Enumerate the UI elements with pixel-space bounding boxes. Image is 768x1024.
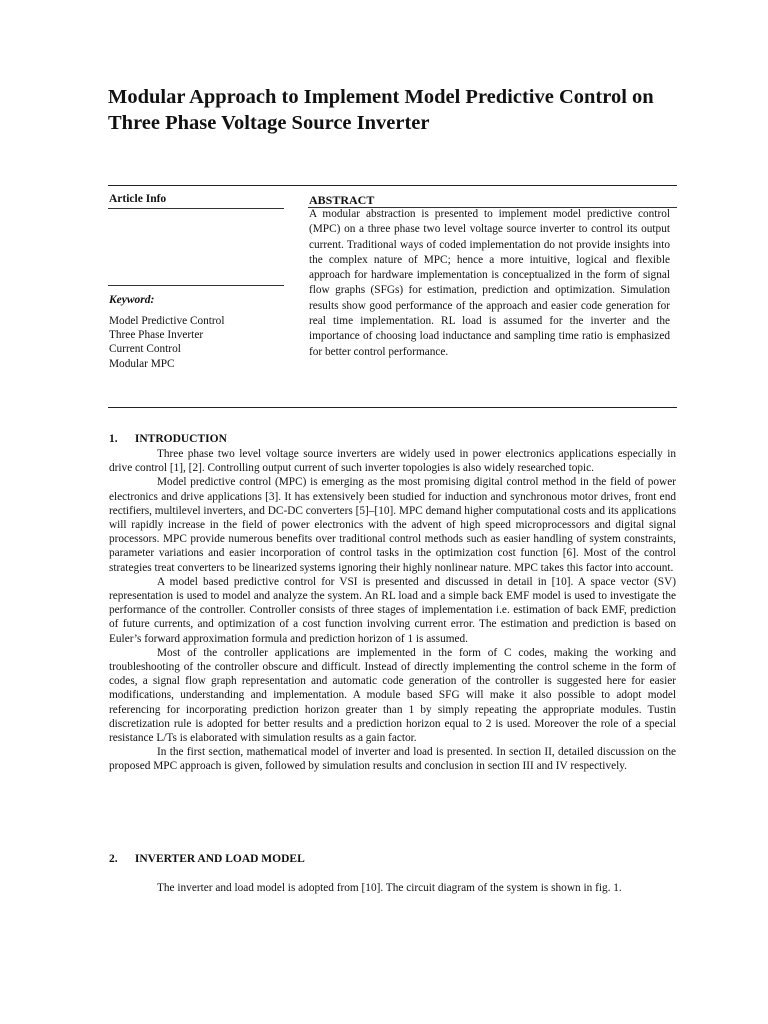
keyword-heading: Keyword: — [109, 294, 155, 306]
paper-title: Modular Approach to Implement Model Predictive Control on Three Phase Voltage Source Inverter — [108, 86, 654, 134]
bottom-rule — [108, 407, 677, 408]
abstract-heading: ABSTRACT — [309, 193, 375, 207]
section-heading-introduction: 1. INTRODUCTION — [109, 433, 227, 445]
article-info-heading: Article Info — [109, 193, 167, 205]
paragraph: Three phase two level voltage source inverters are widely used in power electronics applications especially in drive control [1], [2]. Controlling output current of such inverter topologies is also widely researched topic. — [109, 448, 676, 475]
top-rule — [108, 185, 677, 186]
article-info-rule — [108, 208, 284, 209]
introduction-body — [109, 447, 676, 774]
keyword-list — [109, 314, 224, 371]
section-heading-inverter-load-model: 2. INVERTER AND LOAD MODEL — [109, 853, 305, 865]
keyword-item: Three Phase Inverter — [109, 329, 204, 342]
paragraph: Model predictive control (MPC) is emerging as the most promising digital control method in the field of power electronics and drive applications [3]. It has extensively been studied for induction and synchronous motor drives, front end rectifiers, multilevel inverters, and DC-DC converters [5]–[10]. MPC demand higher computational costs and its applications will rapidly increase in the field of power electronics with the advent of high speed microprocessors and digital signal processors. MPC provide numerous benefits over traditional control methods such as easier handling of system constraints, parameter variations and easier incorporation of control tasks in the optimization cost function [6]. Most of the control strategies treat converters to be linearized systems ignoring their highly nonlinear nature. MPC takes this factor into account. — [109, 476, 676, 574]
abstract-text: A modular abstraction is presented to implement model predictive control (MPC) on a three phase two level voltage source inverter to control its output current. Traditional ways of coded implementation do not provide insights into the complex nature of MPC; hence a more intuitive, logical and flexible approach for hardware implementation is conceptualized in the form of signal flow graphs (SFGs) for estimation, prediction and optimization. Simulation results show good performance of the approach and easier code generation for real time implementation. RL load is assumed for the inverter and the importance of choosing load inductance and sampling time ratio is emphasized for better control performance. — [309, 208, 670, 358]
paragraph: A model based predictive control for VSI is presented and discussed in detail in [10]. A space vector (SV) representation is used to model and analyze the system. An RL load and a simple back EMF model is used to investigate the performance of the controller. Controller consists of three stages of implementation i.e. estimation of back EMF, prediction of future currents, and optimization of a cost function involving current error. The estimation and prediction is based on Euler’s forward approximation formula and prediction horizon of 1 is assumed. — [109, 575, 676, 645]
keyword-item: Current Control — [109, 343, 181, 356]
paragraph: The inverter and load model is adopted from [10]. The circuit diagram of the system is shown in fig. 1. — [157, 882, 622, 894]
keyword-item: Modular MPC — [109, 357, 175, 370]
keyword-item: Model Predictive Control — [109, 315, 225, 327]
paragraph: Most of the controller applications are implemented in the form of C codes, making the working and troubleshooting of the controller obscure and difficult. Instead of directly implementing the control scheme in the form of codes, a signal flow graph representation and automatic code generation of the controller is suggested here for easier modifications, understanding and implementation. A module based SFG will make it also possible to adopt model referencing for incorporating prediction horizon greater than 1 by simply repeating the appropriate modules. Tustin discretization rule is adopted for better results and a prediction horizon equal to 2 is used. Moreover the role of a special resistance L/Ts is elaborated with simulation results as a gain factor. — [109, 646, 676, 745]
keyword-rule — [108, 285, 284, 286]
paragraph: In the first section, mathematical model of inverter and load is presented. In section II, detailed discussion on the proposed MPC approach is given, followed by simulation results and conclusion in section III and IV respectively. — [109, 746, 676, 773]
inverter-load-body — [109, 881, 676, 895]
